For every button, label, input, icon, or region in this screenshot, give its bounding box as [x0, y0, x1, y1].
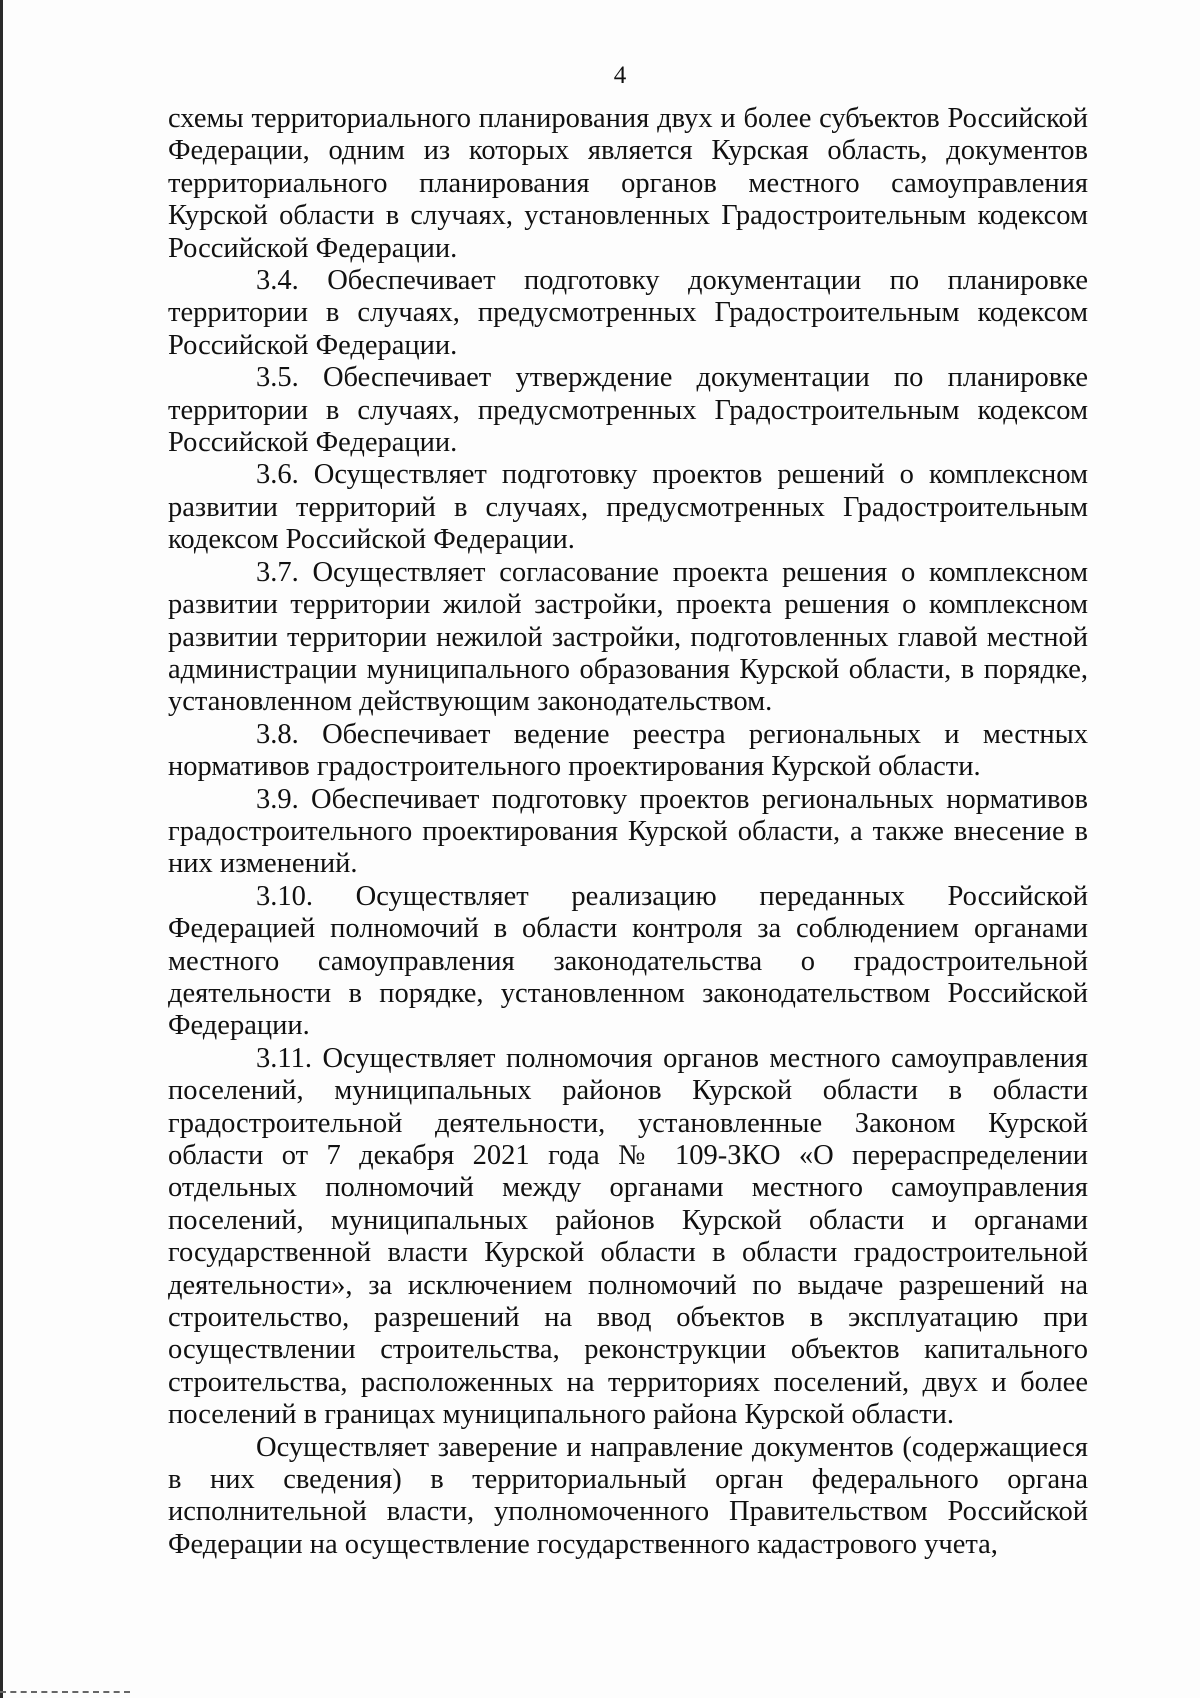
paragraph-certification: Осуществляет заверение и направление документов (содержащиеся в них сведения) в территориальный орган федерального органа исполнительной власти, уполномоченного Правительством Российской Федерации на осуществление государственного кадастрового учета, [168, 1431, 1088, 1560]
scan-artifact-line [0, 1691, 130, 1698]
paragraph-3-4: 3.4. Обеспечивает подготовку документации по планировке территории в случаях, предусмотренных Градостроительным кодексом Российской Федерации. [168, 265, 1088, 361]
paragraph-3-11: 3.11. Осуществляет полномочия органов местного самоуправления поселений, муниципальных районов Курской области в области градостроительной деятельности, установленные Законом Курской области от 7 декабря 2021 года № 109-ЗКО «О перераспределении отдельных полномочий между органами местного самоуправления поселений, муниципальных районов Курской области и органами государственной власти Курской области в области градостроительной деятельности», за исключением полномочий по выдаче разрешений на строительство, разрешений на ввод объектов в эксплуатацию при осуществлении строительства, реконструкции объектов капитального строительства, расположенных на территориях поселений, двух и более поселений в границах муниципального района Курской области. [168, 1042, 1088, 1431]
paragraph-continuation: схемы территориального планирования двух и более субъектов Российской Федерации, одним из которых является Курская область, документов территориального планирования органов местного самоуправления Курской области в случаях, установленных Градостроительным кодексом Российской Федерации. [168, 103, 1088, 264]
scan-edge-shadow [0, 0, 3, 1698]
paragraph-3-9: 3.9. Обеспечивает подготовку проектов региональных нормативов градостроительного проектирования Курской области, а также внесение в них изменений. [168, 783, 1088, 880]
paragraph-3-7: 3.7. Осуществляет согласование проекта решения о комплексном развитии территории жилой застройки, проекта решения о комплексном развитии территории нежилой застройки, подготовленных главой местной администрации муниципального образования Курской области, в порядке, установленном действующим законодательством. [168, 556, 1088, 718]
paragraph-3-8: 3.8. Обеспечивает ведение реестра региональных и местных нормативов градостроительного проектирования Курской области. [168, 718, 1088, 783]
paragraph-3-10: 3.10. Осуществляет реализацию переданных Российской Федерацией полномочий в области контроля за соблюдением органами местного самоуправления законодательства о градостроительной деятельности в порядке, установленном законодательством Российской Федерации. [168, 880, 1088, 1042]
document-body [168, 103, 1088, 1561]
paragraph-3-5: 3.5. Обеспечивает утверждение документации по планировке территории в случаях, предусмотренных Градостроительным кодексом Российской Федерации. [168, 362, 1088, 459]
page-number: 4 [613, 62, 627, 89]
paragraph-3-6: 3.6. Осуществляет подготовку проектов решений о комплексном развитии территорий в случаях, предусмотренных Градостроительным кодексом Российской Федерации. [168, 459, 1088, 556]
